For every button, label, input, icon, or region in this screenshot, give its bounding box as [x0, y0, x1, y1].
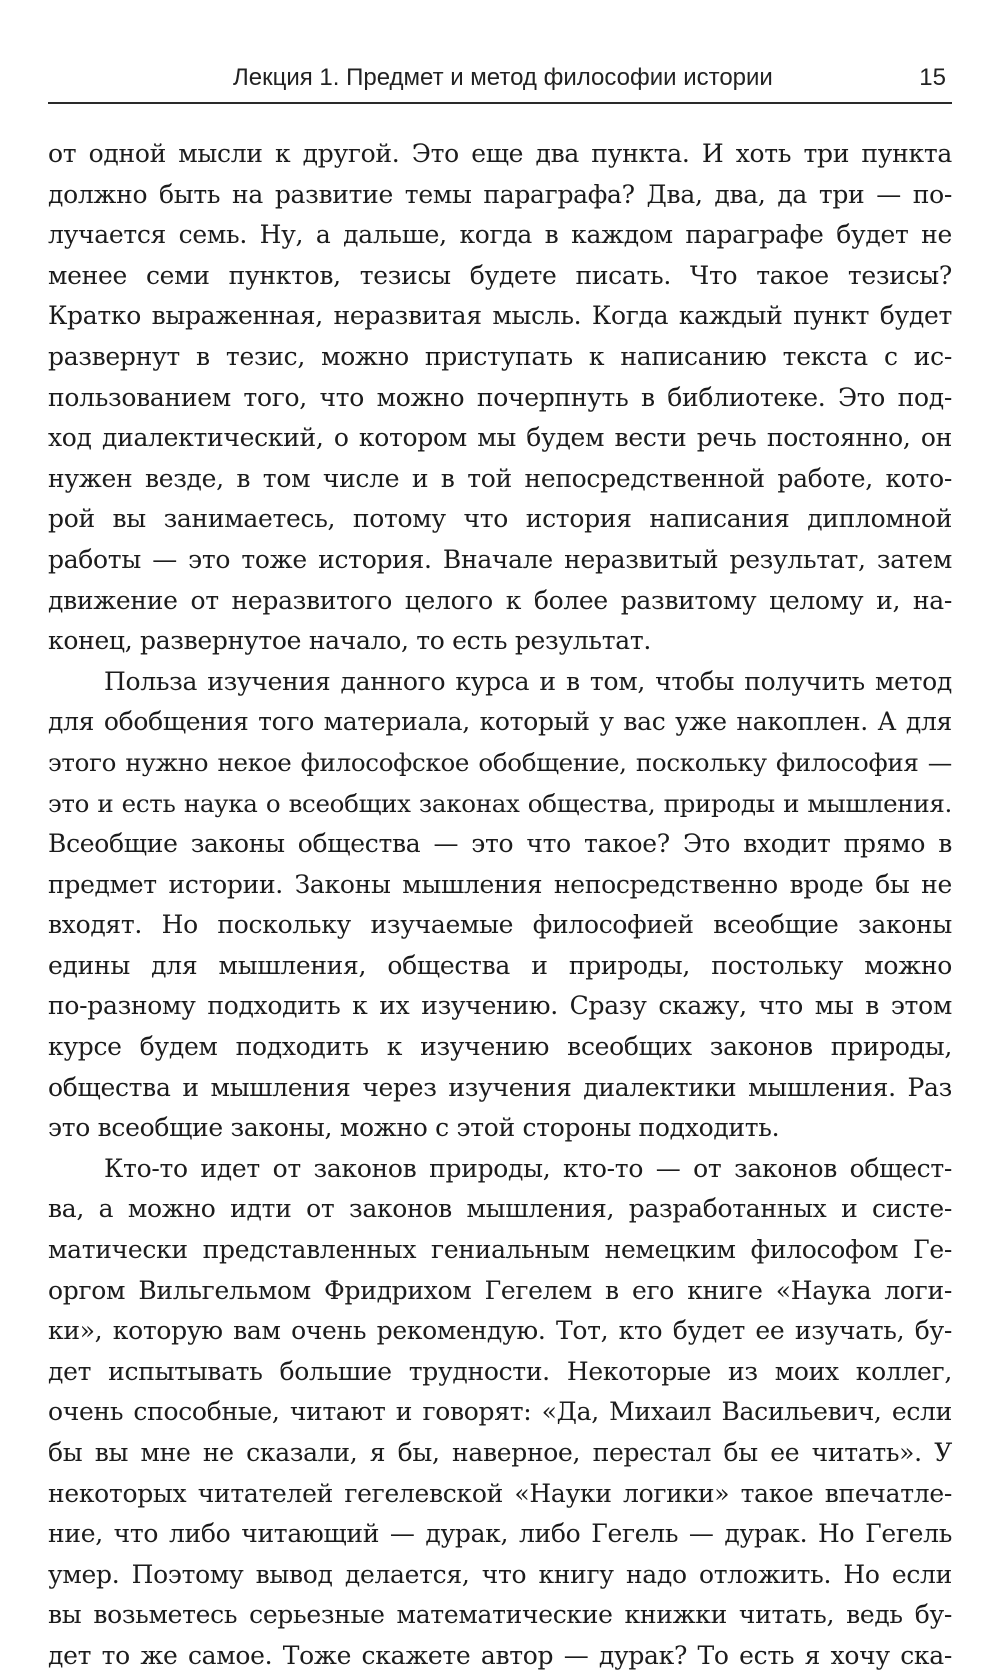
text-line: дет то же самое. Тоже скажете автор — дурак? То есть я хочу ска- — [48, 1640, 952, 1670]
body-text — [48, 134, 952, 1677]
text-line: едины для мышления, общества и природы, постольку можно — [48, 950, 952, 980]
text-line: бы вы мне не сказали, я бы, наверное, перестал бы ее читать». У — [48, 1438, 952, 1467]
text-line: ход диалектический, о котором мы будем вести речь постоянно, он — [48, 423, 952, 453]
page-number: 15 — [919, 64, 946, 91]
text-line: это и есть наука о всеобщих законах общества, природы и мышления. — [48, 788, 952, 818]
text-line: рой вы занимаетесь, потому что история написания дипломной — [48, 504, 952, 534]
text-line: входят. Но поскольку изучаемые философией всеобщие законы — [48, 910, 952, 940]
text-line: очень способные, читают и говорят: «Да, Михаил Васильевич, если — [48, 1397, 952, 1427]
text-line: должно быть на развитие темы параграфа? Два, два, да три — по- — [48, 179, 952, 209]
text-line: пользованием того, что можно почерпнуть в библиотеке. Это под- — [48, 382, 952, 412]
text-line: Польза изучения данного курса и в том, чтобы получить метод — [104, 666, 952, 696]
text-line: для обобщения того материала, который у вас уже накоплен. А для — [48, 707, 952, 737]
text-line: это всеобщие законы, можно с этой стороны подходить. — [48, 1113, 780, 1143]
text-line: конец, развернутое начало, то есть результат. — [48, 626, 652, 656]
text-line: предмет истории. Законы мышления непосредственно вроде бы не — [48, 869, 952, 899]
chapter-title: Лекция 1. Предмет и метод философии истории — [233, 64, 773, 91]
text-line: Всеобщие законы общества — это что такое? Это входит прямо в — [48, 829, 952, 859]
text-line: этого нужно некое философское обобщение, поскольку философия — — [48, 747, 952, 777]
text-line: некоторых читателей гегелевской «Науки логики» такое впечатле- — [48, 1478, 952, 1508]
text-line: дет испытывать большие трудности. Некоторые из моих коллег, — [48, 1356, 952, 1386]
text-line: лучается семь. Ну, а дальше, когда в каждом параграфе будет не — [48, 220, 952, 250]
text-line: по-разному подходить к их изучению. Сразу скажу, что мы в этом — [48, 991, 952, 1021]
text-line: ние, что либо читающий — дурак, либо Гегель — дурак. Но Гегель — [48, 1519, 952, 1549]
text-line: ки», которую вам очень рекомендую. Тот, кто будет ее изучать, бу- — [48, 1316, 952, 1346]
text-line: работы — это тоже история. Вначале неразвитый результат, затем — [48, 544, 952, 574]
running-header — [48, 60, 952, 104]
text-line: нужен везде, в том числе и в той непосредственной работе, кото- — [48, 463, 952, 493]
text-line: от одной мысли к другой. Это еще два пункта. И хоть три пункта — [48, 139, 952, 168]
text-line: Кто-то идет от законов природы, кто-то — от законов общест- — [104, 1153, 952, 1183]
text-line: ва, а можно идти от законов мышления, разработанных и систе- — [48, 1194, 952, 1224]
text-line: Кратко выраженная, неразвитая мысль. Когда каждый пункт будет — [48, 301, 952, 331]
text-line: вы возьметесь серьезные математические книжки читать, ведь бу- — [48, 1600, 952, 1630]
text-line: матически представленных гениальным немецким философом Ге- — [48, 1235, 952, 1265]
text-line: менее семи пунктов, тезисы будете писать. Что такое тезисы? — [48, 260, 952, 290]
text-line: умер. Поэтому вывод делается, что книгу надо отложить. Но если — [48, 1559, 952, 1589]
text-line: развернут в тезис, можно приступать к написанию текста с ис- — [48, 341, 952, 371]
text-line: оргом Вильгельмом Фридрихом Гегелем в его книге «Наука логи- — [48, 1275, 952, 1305]
text-line: курсе будем подходить к изучению всеобщих законов природы, — [48, 1032, 952, 1062]
text-line: движение от неразвитого целого к более развитому целому и, на- — [48, 585, 952, 615]
text-line: общества и мышления через изучения диалектики мышления. Раз — [48, 1072, 952, 1102]
